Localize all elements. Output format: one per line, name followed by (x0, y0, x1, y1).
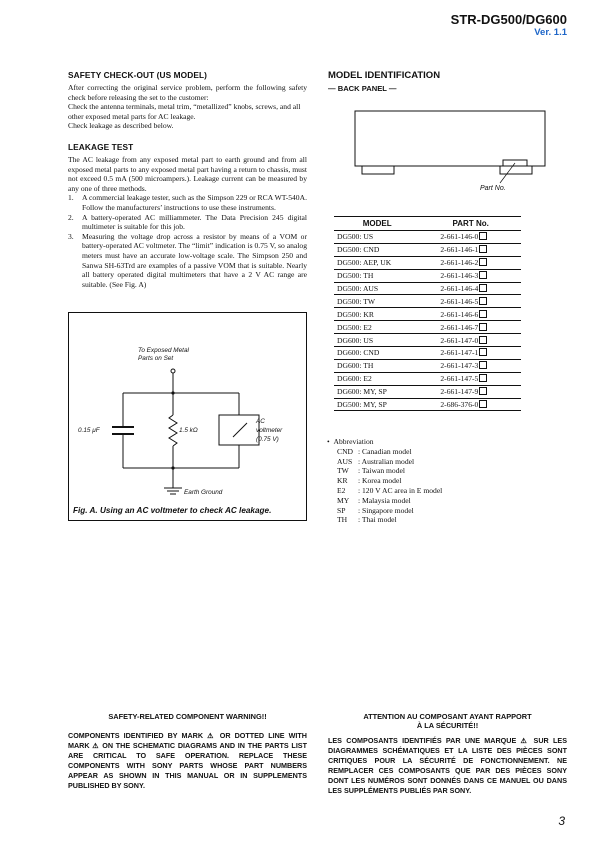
part-number-text: 2-661-146-4 (440, 284, 479, 293)
part-number-text: 2-661-146-7 (440, 322, 479, 332)
abbreviation-key: TW (337, 466, 349, 476)
cell-part-no (420, 308, 521, 321)
cell-model: DG500: KR (334, 308, 420, 321)
checkbox-square-icon (479, 387, 487, 395)
table-header-row (334, 217, 521, 231)
table-row (334, 295, 521, 308)
checkbox-square-icon (479, 245, 487, 253)
earth-ground-label: Earth Ground (184, 489, 223, 496)
cell-part-no (420, 231, 521, 244)
checkbox-square-icon (479, 258, 487, 266)
abbreviation-value: : Canadian model (358, 446, 412, 456)
cell-model: DG600: E2 (334, 372, 420, 385)
table-row (334, 334, 521, 347)
cell-part-no (420, 398, 521, 411)
checkbox-square-icon (479, 297, 487, 305)
table-row (334, 269, 521, 282)
part-number-text: 2-661-146-5 (440, 296, 479, 306)
checkbox-square-icon (479, 310, 487, 318)
safety-checkout-section (68, 70, 307, 289)
column-header-part-no: PART No. (420, 217, 521, 231)
checkbox-square-icon (479, 400, 487, 408)
abbreviation-list (327, 437, 442, 525)
table-row (334, 385, 521, 398)
cell-model: DG600: TH (334, 359, 420, 372)
cell-model: DG500: AEP, UK (334, 256, 420, 269)
abbreviation-key: KR (337, 476, 348, 486)
abbreviation-value: : Singapore model (358, 505, 414, 515)
abbreviation-value: : Australian model (358, 456, 415, 466)
leakage-methods-list (68, 193, 307, 289)
checkbox-square-icon (479, 348, 487, 356)
part-number-text: 2-661-147-3 (440, 361, 479, 371)
cell-model: DG600: US (334, 334, 420, 347)
list-item: 3. Measuring the voltage drop across a resistor by means of a VOM or battery-operated AC voltmeter. The “limit” indication is 0.75 V, so analog meters must have an accurate low-voltage scale. The Simpson 250 and Sanwa SH-63Trd are examples of a passive VOM that is suitable. Nearly all battery operated digital multimeters that have a 2 V AC range are suitable. (See Fig. A) (68, 231, 307, 289)
back-panel-subtitle: — BACK PANEL — (328, 84, 397, 93)
cell-model: DG500: CND (334, 243, 420, 256)
safety-checkout-para-2: Check the antenna terminals, metal trim, “metallized” knobs, screws, and all other exposed metal parts for AC leakage. (68, 102, 301, 121)
table-row (334, 308, 521, 321)
capacitor-label: 0.15 μF (78, 427, 100, 434)
part-number-text: 2-661-146-0 (440, 232, 479, 242)
cell-part-no (420, 321, 521, 334)
abbreviation-key: MY (337, 495, 350, 505)
table-row (334, 372, 521, 385)
cell-part-no (420, 347, 521, 360)
meter-label-3: (0.75 V) (256, 436, 279, 443)
list-item (337, 476, 442, 486)
warning-title: SAFETY-RELATED COMPONENT WARNING!! (108, 712, 267, 721)
table-row (334, 398, 521, 411)
list-item (337, 447, 442, 457)
cell-model: DG600: CND (334, 347, 420, 360)
cell-model: DG500: US (334, 231, 420, 244)
document-version: Ver. 1.1 (534, 27, 567, 38)
checkbox-square-icon (479, 336, 487, 344)
abbreviation-key: TH (337, 515, 348, 525)
abbreviation-title: • Abbreviation (327, 437, 374, 446)
cell-model: DG500: MY, SP (334, 398, 420, 411)
cell-model: DG500: AUS (334, 282, 420, 295)
table-row (334, 321, 521, 334)
figure-caption: Fig. A. Using an AC voltmeter to check AC leakage. (73, 506, 272, 515)
list-item: 2. A battery-operated AC milliammeter. The Data Precision 245 digital multimeter is suitable for this job. (68, 212, 307, 232)
warning-body: COMPONENTS IDENTIFIED BY MARK ⚠ OR DOTTED LINE WITH MARK ⚠ ON THE SCHEMATIC DIAGRAMS AND IN THE PARTS LIST ARE CRITICAL TO SAFE OPERATION. REPLACE THESE COMPONENTS WITH SONY PARTS WHOSE PART NUMBERS APPEAR AS SHOWN IN THIS MANUAL OR IN SUPPLEMENTS PUBLISHED BY SONY. (68, 731, 307, 790)
checkbox-square-icon (479, 232, 487, 240)
list-item (337, 466, 442, 476)
part-number-text: 2-661-146-3 (440, 271, 479, 281)
warning-title-line-2: À LA SÉCURITÉ!! (416, 721, 479, 730)
part-number-text: 2-686-376-0 (440, 400, 479, 410)
safety-checkout-para-1: After correcting the original service problem, perform the following safety check before releasing the set to the customer: (68, 83, 307, 102)
part-number-text: 2-661-146-2 (440, 258, 479, 268)
abbreviation-value: : Thai model (358, 515, 397, 525)
part-number-text: 2-661-147-5 (440, 374, 479, 384)
table-row (334, 243, 521, 256)
page-number: 3 (558, 814, 565, 828)
warning-body: LES COMPOSANTS IDENTIFIÉS PAR UNE MARQUE ⚠ SUR LES DIAGRAMMES SCHÉMATIQUES ET LA LISTE DES PIÈCES SONT CRITIQUES POUR LA SÉCURITÉ DE FONCTIONNEMENT. NE REMPLACER CES COMPOSANTS QUE PAR DES PIÈCES SONY DONT LES NUMÉROS SONT DONNÉS DANS CE MANUEL OU DANS LES SUPPLÉMENTS PUBLIÉS PAR SONY. (328, 736, 567, 795)
abbreviation-value: : Taiwan model (358, 466, 405, 476)
cell-model: DG600: MY, SP (334, 385, 420, 398)
safety-warning-french (328, 712, 567, 796)
list-item (337, 496, 442, 506)
abbreviation-key: AUS (337, 456, 353, 466)
parts-table (334, 216, 521, 411)
part-number-text: 2-661-146-6 (440, 309, 479, 319)
back-panel-diagram (350, 108, 550, 184)
cell-part-no (420, 269, 521, 282)
cell-part-no (420, 256, 521, 269)
cell-part-no (420, 282, 521, 295)
meter-label-1: AC (256, 418, 265, 425)
checkbox-square-icon (479, 284, 487, 292)
cell-part-no (420, 243, 521, 256)
list-item (337, 486, 442, 496)
table-row (334, 282, 521, 295)
table-row (334, 347, 521, 360)
safety-checkout-para-3: Check leakage as described below. (68, 121, 174, 131)
cell-part-no (420, 334, 521, 347)
model-identification-title: MODEL IDENTIFICATION (328, 70, 441, 81)
list-item (337, 515, 442, 525)
cell-model: DG500: TW (334, 295, 420, 308)
part-number-text: 2-661-146-1 (440, 245, 479, 255)
part-number-text: 2-661-147-1 (440, 348, 479, 358)
abbreviation-key: E2 (337, 485, 346, 495)
cell-part-no (420, 295, 521, 308)
checkbox-square-icon (479, 374, 487, 382)
abbreviation-key: SP (337, 505, 346, 515)
document-model-title: STR-DG500/DG600 (450, 12, 567, 27)
list-item: 1. A commercial leakage tester, such as the Simpson 229 or RCA WT-540A. Follow the manufacturers’ instructions to use these instruments. (68, 193, 307, 212)
abbreviation-value: : 120 V AC area in E model (358, 485, 443, 495)
safety-warning-english (68, 712, 307, 791)
abbreviation-value: : Malaysia model (358, 495, 411, 505)
list-item (337, 506, 442, 516)
checkbox-square-icon (479, 361, 487, 369)
list-item (337, 457, 442, 467)
leakage-test-title: LEAKAGE TEST (68, 141, 134, 152)
cell-part-no (420, 359, 521, 372)
label-exposed-metal-1: To Exposed Metal (138, 347, 189, 354)
table-row (334, 231, 521, 244)
leakage-test-para: The AC leakage from any exposed metal part to earth ground and from all exposed metal parts to any exposed metal part having a return to chassis, must not exceed 0.5 mA (500 microampers.). Leakage current can be measured by any one of three methods. (68, 154, 307, 193)
figure-a-box (68, 312, 307, 521)
checkbox-square-icon (479, 323, 487, 331)
cell-model: DG500: TH (334, 269, 420, 282)
cell-part-no (420, 385, 521, 398)
cell-part-no (420, 372, 521, 385)
table-row (334, 256, 521, 269)
label-exposed-metal-2: Parts on Set (138, 355, 174, 362)
abbreviation-value: : Korea model (358, 476, 402, 486)
part-number-label: Part No. (480, 185, 506, 192)
table-row (334, 359, 521, 372)
checkbox-square-icon (479, 271, 487, 279)
resistor-label: 1.5 kΩ (179, 427, 198, 434)
warning-title-line-1: ATTENTION AU COMPOSANT AYANT RAPPORT (363, 712, 532, 721)
part-number-text: 2-661-147-0 (440, 335, 479, 345)
cell-model: DG500: E2 (334, 321, 420, 334)
safety-checkout-title: SAFETY CHECK-OUT (US MODEL) (68, 70, 207, 80)
abbreviation-key: CND (337, 446, 354, 456)
column-header-model: MODEL (334, 217, 420, 231)
meter-label-2: voltmeter (256, 427, 283, 434)
part-number-text: 2-661-147-9 (440, 387, 479, 397)
